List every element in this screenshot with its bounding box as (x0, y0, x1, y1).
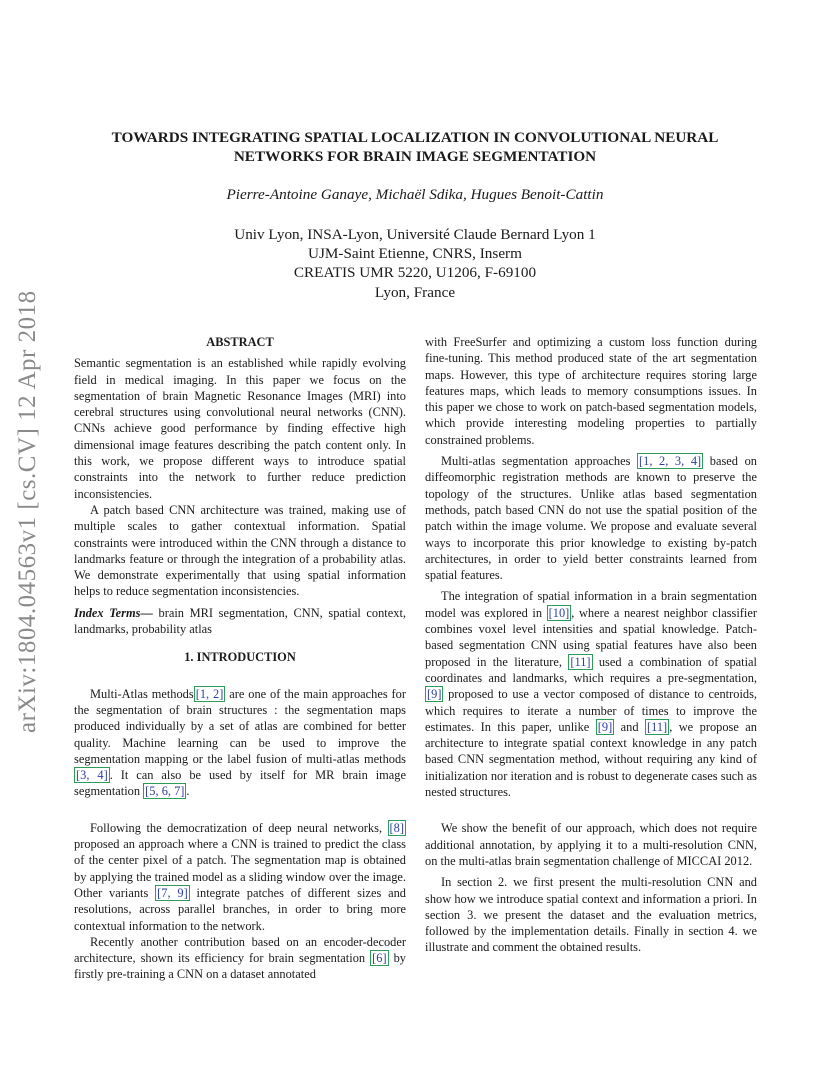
text-run: and (614, 719, 645, 734)
intro-paragraph-2 (74, 820, 406, 934)
paper-title (80, 128, 750, 166)
text-run: The integration of spatial information in a brain segmentation model was explored in (425, 589, 757, 620)
text-run: , we propose an architecture to integrate spatial context knowledge in any patch based CNN segmentation method, without requiring any kind of initialization nor iteration and is robust to degenerate cases such as nested structures. (425, 719, 757, 800)
intro-paragraph-1 (74, 686, 406, 800)
text-run: Following the democratization of deep neural networks, (90, 820, 388, 835)
paper-title-line-2: NETWORKS FOR BRAIN IMAGE SEGMENTATION (233, 148, 597, 165)
index-terms-text: brain MRI segmentation, CNN, spatial context, landmarks, probability atlas (74, 605, 406, 637)
citation-link[interactable]: [7, 9] (157, 885, 188, 900)
paper-title-line-1: TOWARDS INTEGRATING SPATIAL LOCALIZATION IN CONVOLUTIONAL NEURAL (111, 129, 719, 146)
citation-link[interactable]: [1, 2, 3, 4] (639, 454, 702, 469)
text-run: . (186, 784, 190, 799)
abstract-paragraph-2: A patch based CNN architecture was trained, making use of multiple scales to gather contextual information. Spatial constraints were introduced within the CNN through a distance to landmarks feature or through the integration of a probability atlas. We demonstrate experimentally that using spatial information helps to reduce segmentation inconsistencies. (74, 502, 406, 599)
text-run: Multi-atlas segmentation approaches (441, 454, 637, 469)
text-run: . It can also be used by itself for MR brain image segmentation (74, 768, 407, 799)
citation-link[interactable]: [1, 2] (195, 686, 224, 701)
text-run: , where a nearest neighbor classifier combines voxel level intensities and spatial knowledge. Patch-based segmentation CNN using spatial features have also been proposed in the literature, (425, 605, 757, 669)
citation-link[interactable]: [8] (389, 820, 404, 835)
arxiv-identifier-stamp: arXiv:1804.04563v1 [cs.CV] 12 Apr 2018 (14, 290, 41, 733)
citation-link[interactable]: [6] (372, 951, 387, 966)
affiliation-block (80, 225, 750, 302)
left-column (74, 334, 406, 983)
index-terms (74, 605, 406, 638)
text-run: proposed an approach where a CNN is trained to predict the class of the center pixel of a patch. The segmentation map is obtained by applying the trained model as a sliding window over the image. Other variants (74, 837, 406, 900)
text-run: proposed to use a vector composed of distance to centroids, which requires to iterate a number of times to improve the estimates. In this paper, unlike (425, 687, 757, 734)
citation-link[interactable]: [5, 6, 7] (145, 784, 185, 799)
affiliation-line: Univ Lyon, INSA-Lyon, Université Claude Bernard Lyon 1 (234, 226, 596, 243)
introduction-heading: 1. INTRODUCTION (184, 650, 296, 665)
citation-link[interactable]: [9] (427, 687, 442, 702)
affiliation-line: CREATIS UMR 5220, U1206, F-69100 (293, 264, 537, 282)
text-run: by firstly pre-training a CNN on a dataset annotated (74, 951, 406, 982)
intro-paragraph-5 (425, 588, 757, 800)
intro-paragraph-3 (74, 934, 406, 983)
author-list: Pierre-Antoine Ganaye, Michaël Sdika, Hugues Benoit-Cattin (226, 186, 604, 203)
right-column (425, 334, 757, 956)
affiliation-line: Lyon, France (374, 283, 456, 301)
text-run: are one of the main approaches for the segmentation of brain structures : the segmentation maps produced individually by a set of atlas are combined for better quality. Machine learning can be used to improve the segmentation mapping or the label fusion of multi-atlas methods (74, 686, 406, 766)
text-run: Multi-Atlas methods (90, 686, 194, 701)
text-run: Recently another contribution based on an encoder-decoder architecture, shown its efficiency for brain segmentation (74, 934, 406, 966)
text-run: integrate patches of different sizes and resolutions, across parallel branches, in order to bring more contextual information to the network. (74, 885, 406, 933)
index-terms-label: Index Terms— (74, 605, 153, 620)
abstract-heading: ABSTRACT (206, 335, 274, 349)
text-run: used a combination of spatial coordinates and landmarks, which requires a pre-segmentation, (425, 654, 758, 685)
abstract-paragraph-1: Semantic segmentation is an established while rapidly evolving field in medical imaging. In this paper we focus on the segmentation of brain Magnetic Resonance Images (MRI) into cerebral structures using convolutional neural networks (CNN). CNNs achieve good performance by finding effective high dimensional image features describing the patch content only. In this work, we propose different ways to introduce spatial constraints into the network to further reduce prediction inconsistencies. (74, 356, 406, 501)
intro-paragraph-4 (425, 453, 757, 583)
citation-link[interactable]: [11] (570, 654, 591, 669)
citation-link[interactable]: [3, 4] (76, 768, 108, 783)
citation-link[interactable]: [9] (597, 719, 613, 734)
intro-paragraph-3-continued: with FreeSurfer and optimizing a custom loss function during fine-tuning. This method produced state of the art segmentation maps. However, this type of architecture requires storing large features maps, which leads to memory consumptions issues. In this paper we chose to work on patch-based segmentation models, which provide interesting modeling properties to partially constrained problems. (425, 335, 757, 447)
text-run: based on diffeomorphic registration methods are known to preserve the topology of the structures. Unlike atlas based segmentation methods, patch based CNN do not use the spatial position of the patch within the image volume. We propose and evaluate several ways to incorporate this prior knowledge to existing by-patch architectures, in order to yield better constraints learned from spatial features. (425, 454, 757, 583)
intro-paragraph-7: In section 2. we first present the multi-resolution CNN and show how we introduce spatial context and information a priori. In section 3. we present the dataset and the evaluation metrics, followed by the implementation details. Finally in section 4. we illustrate and comment the obtained results. (425, 875, 757, 955)
intro-paragraph-6: We show the benefit of our approach, which does not require additional annotation, by applying it to a multi-resolution CNN, on the multi-atlas brain segmentation challenge of MICCAI 2012. (425, 821, 757, 868)
citation-link[interactable]: [11] (647, 719, 668, 734)
affiliation-line: UJM-Saint Etienne, CNRS, Inserm (308, 245, 522, 263)
citation-link[interactable]: [10] (548, 605, 570, 620)
